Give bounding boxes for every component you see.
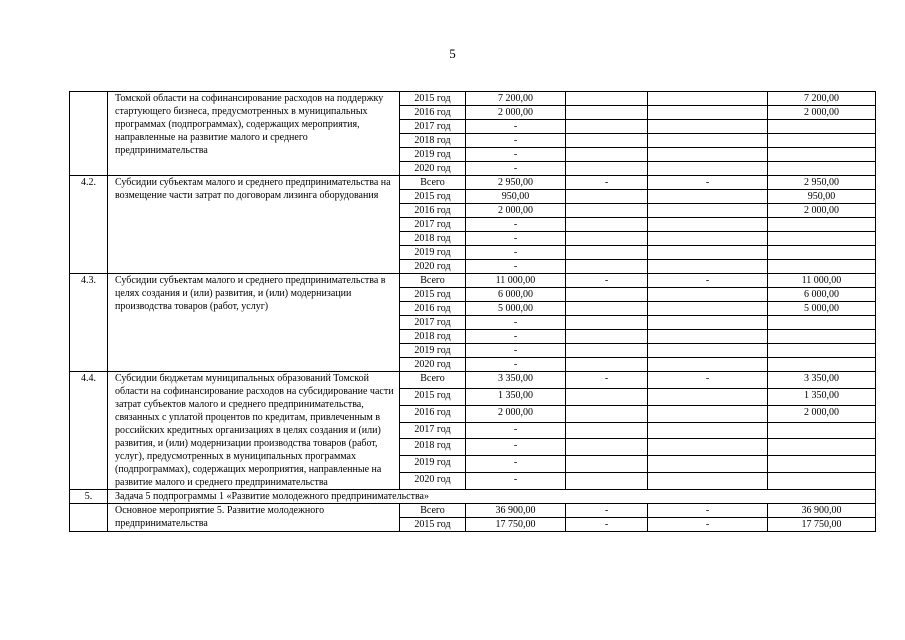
local-cell	[648, 456, 768, 473]
local-cell	[648, 92, 768, 106]
total-cell: -	[466, 358, 566, 372]
regional-cell: 1 350,00	[768, 388, 876, 405]
local-cell	[648, 218, 768, 232]
federal-cell	[566, 456, 648, 473]
federal-cell	[566, 120, 648, 134]
year-cell: 2019 год	[400, 456, 466, 473]
federal-cell	[566, 246, 648, 260]
total-cell: 3 350,00	[466, 372, 566, 389]
local-cell	[648, 330, 768, 344]
total-cell: -	[466, 246, 566, 260]
year-cell: Всего	[400, 372, 466, 389]
regional-cell	[768, 148, 876, 162]
regional-cell: 2 000,00	[768, 106, 876, 120]
year-cell: 2018 год	[400, 439, 466, 456]
total-cell: -	[466, 422, 566, 439]
year-cell: Всего	[400, 274, 466, 288]
row-number	[70, 504, 108, 532]
row-number: 4.4.	[70, 372, 108, 490]
total-cell: 1 350,00	[466, 388, 566, 405]
table-row	[70, 504, 876, 518]
federal-cell	[566, 204, 648, 218]
federal-cell	[566, 162, 648, 176]
task-row	[70, 490, 876, 504]
total-cell: -	[466, 330, 566, 344]
regional-cell	[768, 232, 876, 246]
year-cell: 2017 год	[400, 316, 466, 330]
local-cell	[648, 288, 768, 302]
total-cell: -	[466, 316, 566, 330]
federal-cell	[566, 232, 648, 246]
year-cell: 2017 год	[400, 422, 466, 439]
regional-cell	[768, 422, 876, 439]
total-cell: -	[466, 344, 566, 358]
regional-cell: 6 000,00	[768, 288, 876, 302]
local-cell	[648, 204, 768, 218]
local-cell	[648, 302, 768, 316]
regional-cell	[768, 134, 876, 148]
regional-cell: 5 000,00	[768, 302, 876, 316]
federal-cell: -	[566, 518, 648, 532]
local-cell	[648, 316, 768, 330]
total-cell: -	[466, 120, 566, 134]
year-cell: 2016 год	[400, 405, 466, 422]
federal-cell: -	[566, 274, 648, 288]
row-number: 4.2.	[70, 176, 108, 274]
local-cell	[648, 344, 768, 358]
regional-cell	[768, 162, 876, 176]
year-cell: 2019 год	[400, 246, 466, 260]
year-cell: 2020 год	[400, 162, 466, 176]
federal-cell	[566, 473, 648, 490]
local-cell	[648, 439, 768, 456]
year-cell: 2018 год	[400, 330, 466, 344]
federal-cell: -	[566, 504, 648, 518]
total-cell: 11 000,00	[466, 274, 566, 288]
local-cell	[648, 422, 768, 439]
year-cell: 2015 год	[400, 518, 466, 532]
federal-cell: -	[566, 176, 648, 190]
federal-cell	[566, 302, 648, 316]
local-cell	[648, 134, 768, 148]
regional-cell	[768, 456, 876, 473]
year-cell: 2020 год	[400, 260, 466, 274]
total-cell: 17 750,00	[466, 518, 566, 532]
federal-cell	[566, 422, 648, 439]
total-cell: 2 000,00	[466, 106, 566, 120]
federal-cell	[566, 405, 648, 422]
year-cell: 2018 год	[400, 134, 466, 148]
total-cell: 7 200,00	[466, 92, 566, 106]
total-cell: -	[466, 148, 566, 162]
federal-cell	[566, 148, 648, 162]
row-description: Субсидии субъектам малого и среднего предпринимательства в целях создания и (или) развития, и (или) модернизации производства товаров (работ, услуг)	[108, 274, 400, 372]
table-row	[70, 274, 876, 288]
row-number: 5.	[70, 490, 108, 504]
table-row	[70, 92, 876, 106]
regional-cell: 7 200,00	[768, 92, 876, 106]
regional-cell	[768, 439, 876, 456]
federal-cell	[566, 106, 648, 120]
local-cell	[648, 120, 768, 134]
table-row	[70, 372, 876, 389]
task-title: Задача 5 подпрограммы 1 «Развитие молодежного предпринимательства»	[108, 490, 876, 504]
federal-cell	[566, 344, 648, 358]
row-description: Томской области на софинансирование расходов на поддержку стартующего бизнеса, предусмотренных в муниципальных программах (подпрограммах), содержащих мероприятия, направленные на развитие малого и среднего предпринимательства	[108, 92, 400, 176]
total-cell: -	[466, 456, 566, 473]
regional-cell	[768, 246, 876, 260]
regional-cell: 17 750,00	[768, 518, 876, 532]
year-cell: 2017 год	[400, 218, 466, 232]
local-cell	[648, 232, 768, 246]
local-cell	[648, 405, 768, 422]
total-cell: -	[466, 134, 566, 148]
regional-cell	[768, 358, 876, 372]
local-cell	[648, 246, 768, 260]
local-cell: -	[648, 176, 768, 190]
year-cell: 2015 год	[400, 92, 466, 106]
regional-cell: 2 000,00	[768, 405, 876, 422]
regional-cell: 3 350,00	[768, 372, 876, 389]
row-description: Субсидии субъектам малого и среднего предпринимательства на возмещение части затрат по договорам лизинга оборудования	[108, 176, 400, 274]
year-cell: 2020 год	[400, 473, 466, 490]
total-cell: -	[466, 218, 566, 232]
regional-cell	[768, 260, 876, 274]
regional-cell: 2 000,00	[768, 204, 876, 218]
regional-cell: 11 000,00	[768, 274, 876, 288]
local-cell	[648, 190, 768, 204]
total-cell: 950,00	[466, 190, 566, 204]
total-cell: 2 000,00	[466, 405, 566, 422]
regional-cell: 950,00	[768, 190, 876, 204]
total-cell: 2 950,00	[466, 176, 566, 190]
year-cell: Всего	[400, 176, 466, 190]
year-cell: 2016 год	[400, 302, 466, 316]
year-cell: 2016 год	[400, 204, 466, 218]
year-cell: 2019 год	[400, 344, 466, 358]
local-cell	[648, 148, 768, 162]
total-cell: 6 000,00	[466, 288, 566, 302]
local-cell: -	[648, 274, 768, 288]
local-cell	[648, 106, 768, 120]
total-cell: -	[466, 260, 566, 274]
regional-cell	[768, 218, 876, 232]
federal-cell	[566, 288, 648, 302]
federal-cell	[566, 260, 648, 274]
row-description: Субсидии бюджетам муниципальных образований Томской области на софинансирование расходов на субсидирование части затрат субъектов малого и среднего предпринимательства, связанных с уплатой процентов по кредитам, привлеченным в российских кредитных организациях в целях создания и (или) развития, и (или) модернизации производства товаров (работ, услуг), предусмотренных в муниципальных программах (подпрограммах), содержащих мероприятия, направленные на развитие малого и среднего предпринимательства	[108, 372, 400, 490]
local-cell	[648, 260, 768, 274]
total-cell: -	[466, 162, 566, 176]
regional-cell	[768, 344, 876, 358]
local-cell	[648, 388, 768, 405]
row-description: Основное мероприятие 5. Развитие молодежного предпринимательства	[108, 504, 400, 532]
year-cell: Всего	[400, 504, 466, 518]
total-cell: 5 000,00	[466, 302, 566, 316]
local-cell	[648, 473, 768, 490]
regional-cell	[768, 120, 876, 134]
page-number: 5	[449, 46, 456, 61]
federal-cell	[566, 134, 648, 148]
regional-cell	[768, 473, 876, 490]
total-cell: 2 000,00	[466, 204, 566, 218]
year-cell: 2015 год	[400, 288, 466, 302]
year-cell: 2020 год	[400, 358, 466, 372]
local-cell: -	[648, 504, 768, 518]
funding-table	[69, 91, 876, 532]
federal-cell: -	[566, 372, 648, 389]
year-cell: 2015 год	[400, 388, 466, 405]
total-cell: -	[466, 473, 566, 490]
regional-cell	[768, 330, 876, 344]
regional-cell	[768, 316, 876, 330]
year-cell: 2015 год	[400, 190, 466, 204]
total-cell: -	[466, 439, 566, 456]
local-cell	[648, 358, 768, 372]
year-cell: 2017 год	[400, 120, 466, 134]
federal-cell	[566, 316, 648, 330]
federal-cell	[566, 92, 648, 106]
federal-cell	[566, 330, 648, 344]
year-cell: 2018 год	[400, 232, 466, 246]
year-cell: 2016 год	[400, 106, 466, 120]
local-cell: -	[648, 372, 768, 389]
federal-cell	[566, 190, 648, 204]
row-number: 4.3.	[70, 274, 108, 372]
local-cell: -	[648, 518, 768, 532]
local-cell	[648, 162, 768, 176]
regional-cell: 36 900,00	[768, 504, 876, 518]
year-cell: 2019 год	[400, 148, 466, 162]
row-number	[70, 92, 108, 176]
federal-cell	[566, 358, 648, 372]
total-cell: -	[466, 232, 566, 246]
federal-cell	[566, 218, 648, 232]
total-cell: 36 900,00	[466, 504, 566, 518]
table-row	[70, 176, 876, 190]
federal-cell	[566, 439, 648, 456]
regional-cell: 2 950,00	[768, 176, 876, 190]
federal-cell	[566, 388, 648, 405]
